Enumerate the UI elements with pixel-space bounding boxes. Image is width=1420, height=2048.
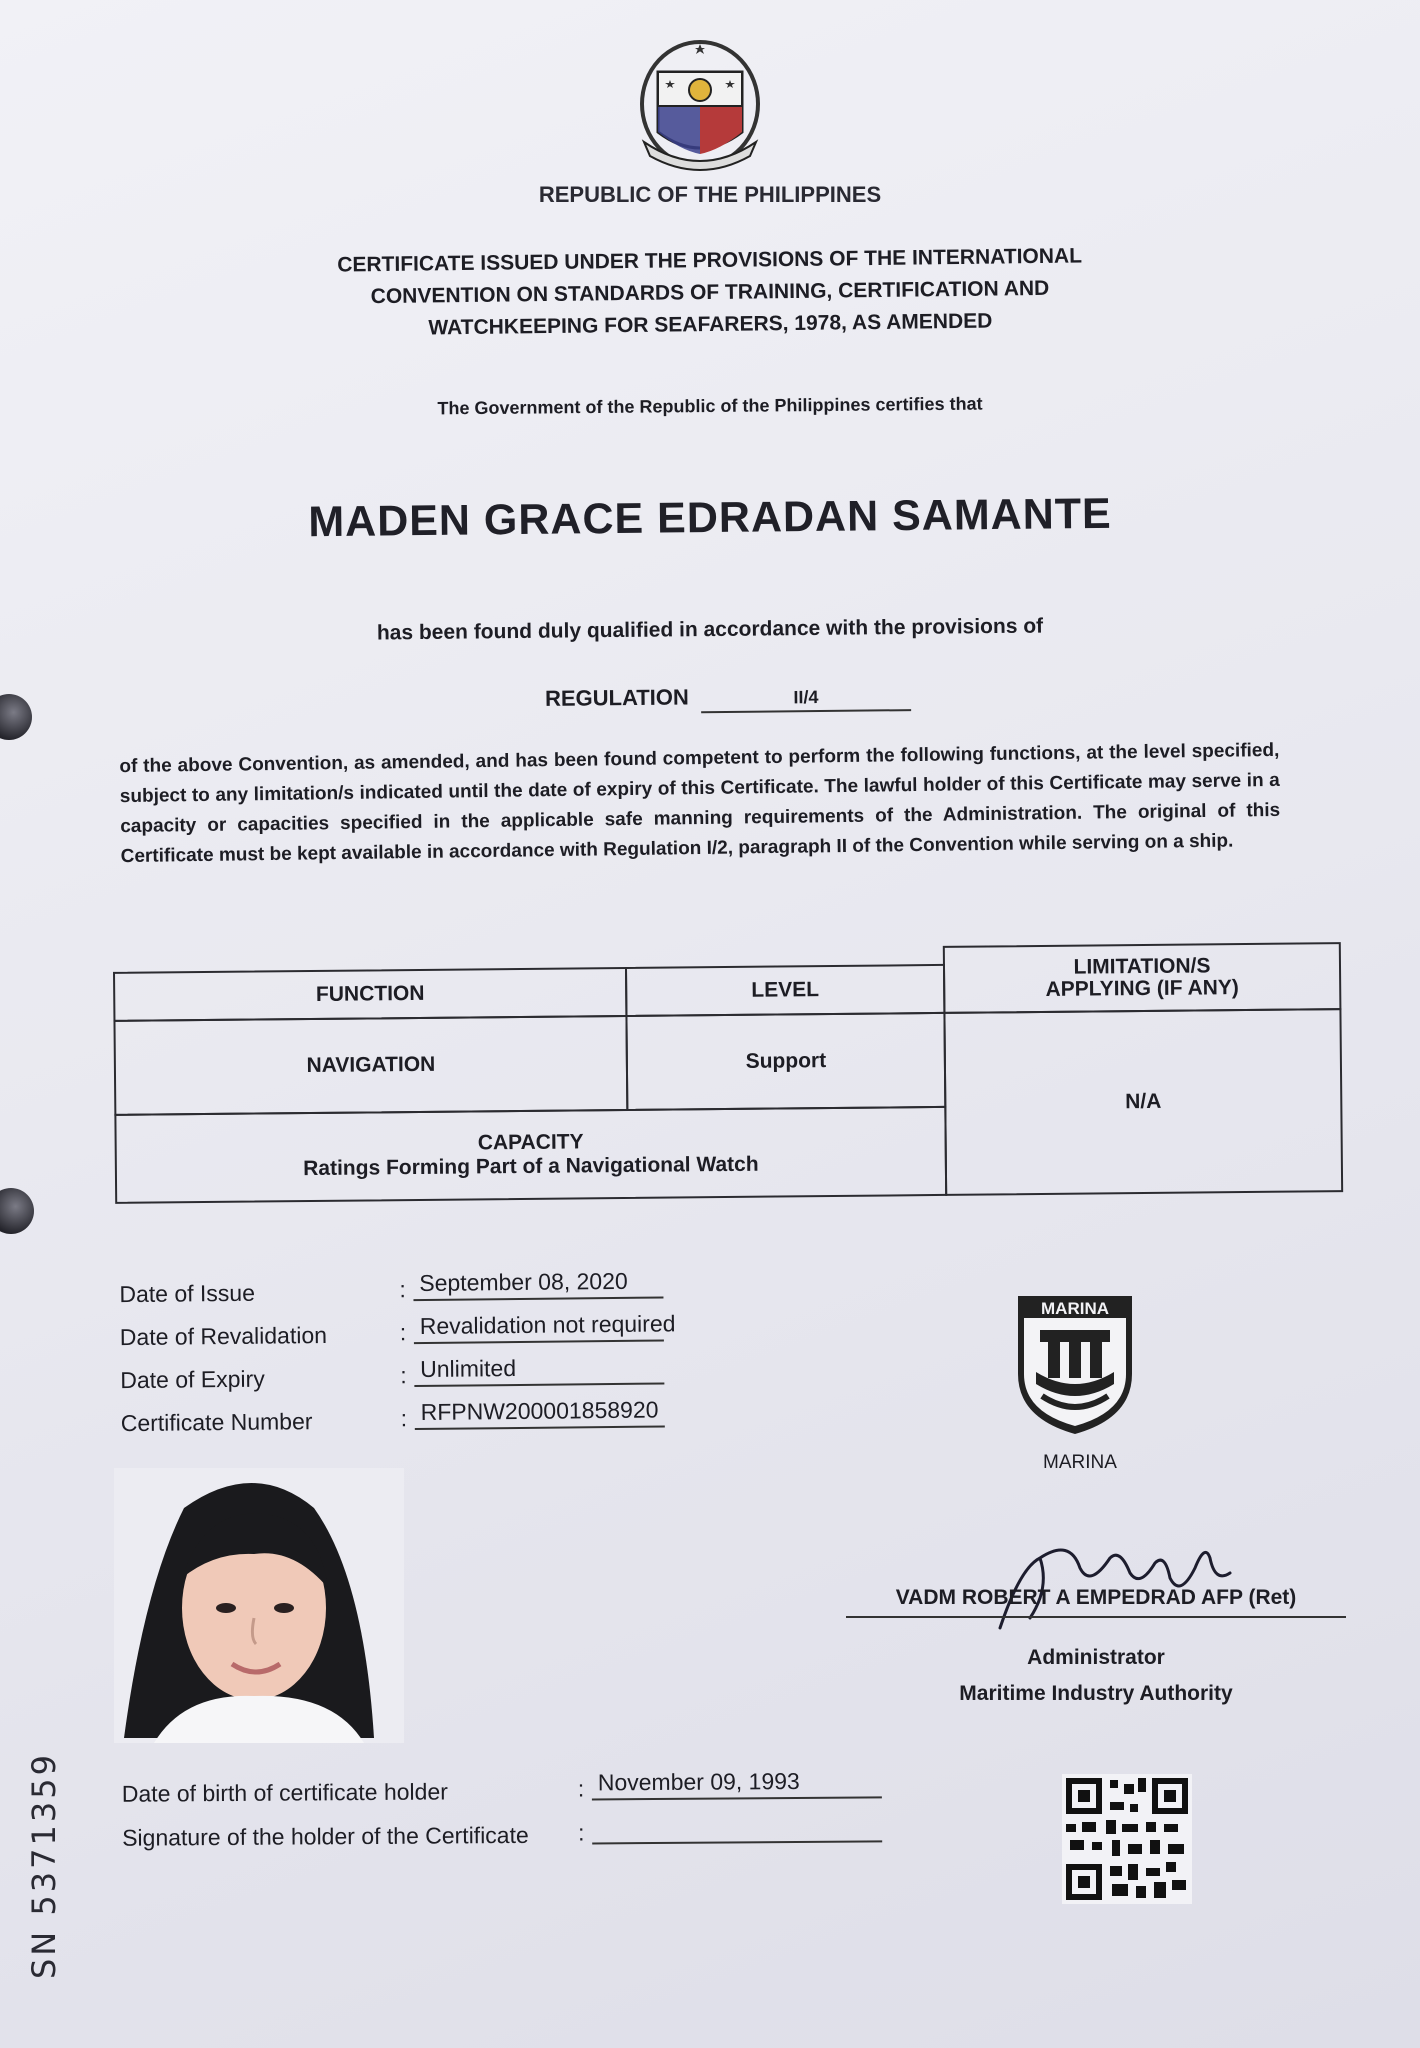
birth-value: November 09, 1993: [592, 1767, 882, 1800]
punch-hole: [0, 694, 32, 740]
colon: :: [577, 1775, 585, 1802]
limitation-header: [943, 942, 1342, 1014]
date-value: September 08, 2020: [413, 1267, 663, 1301]
philippine-seal-icon: [620, 32, 780, 182]
limitation-value: N/A: [943, 1008, 1343, 1196]
level-value: Support: [625, 1012, 946, 1111]
administrator-organization: Maritime Industry Authority: [959, 1682, 1233, 1705]
certificate-number-value: RFPNW200001858920: [415, 1396, 665, 1430]
date-value: Revalidation not required: [414, 1310, 664, 1344]
certifies-text: The Government of the Republic of the Philippines certifies that: [437, 393, 983, 419]
certificate-number-row: [120, 1390, 720, 1439]
holder-signature-line: [592, 1811, 882, 1844]
holder-details: [122, 1767, 903, 1860]
convention-line: WATCHKEEPING FOR SEAFARERS, 1978, AS AMENDED: [428, 309, 993, 340]
colon: :: [399, 1319, 407, 1346]
serial-number: SN 5371359: [25, 1752, 63, 1979]
date-label: Date of Issue: [119, 1279, 256, 1308]
birth-row: [122, 1767, 902, 1816]
regulation-value: II/4: [701, 686, 911, 713]
certificate-dates: [119, 1261, 721, 1439]
colon: :: [399, 1276, 406, 1303]
date-expiry-row: [120, 1347, 720, 1396]
competence-paragraph: of the above Convention, as amended, and has been found competent to perform the following functions, at the level specified, subject to any limitation/s indicated until the date of expiry of this Certificate. The lawful holder of this Certificate may serve in a capacity or capacities specified in the applicable safe manning requirements of the Administration. The original of this Certificate must be kept available in accordance with Regulation I/2, paragraph II of the Convention while serving on a ship.: [119, 739, 1281, 868]
date-issue-row: [119, 1261, 719, 1310]
colon: :: [578, 1819, 585, 1846]
holder-photo: [114, 1468, 404, 1743]
convention-line: CERTIFICATE ISSUED UNDER THE PROVISIONS OF THE INTERNATIONAL: [337, 244, 1083, 277]
limitation-header-line: LIMITATION/S: [1073, 954, 1211, 979]
birth-label: Date of birth of certificate holder: [121, 1778, 448, 1807]
date-label: Date of Expiry: [120, 1365, 265, 1394]
country-heading: REPUBLIC OF THE PHILIPPINES: [538, 182, 882, 207]
signature-label: Signature of the holder of the Certificate: [122, 1821, 529, 1851]
function-header: FUNCTION: [113, 967, 627, 1022]
convention-line: CONVENTION ON STANDARDS OF TRAINING, CERTIFICATION AND: [370, 276, 1050, 309]
marina-caption: MARINA: [1043, 1452, 1117, 1473]
capacity-cell: [114, 1106, 947, 1204]
marina-logo-icon: [1014, 1292, 1136, 1438]
marina-logo-text: MARINA: [1041, 1299, 1109, 1318]
regulation-label: REGULATION: [544, 684, 689, 711]
qualification-statement: has been found duly qualified in accordance with the provisions of: [376, 614, 1044, 645]
capacity-value: Ratings Forming Part of a Navigational Watch: [303, 1152, 759, 1181]
administrator-title: Administrator: [1027, 1646, 1165, 1669]
colon: :: [400, 1362, 407, 1389]
colon: :: [400, 1405, 408, 1432]
date-revalidation-row: [120, 1304, 720, 1353]
qr-code-icon: [1062, 1774, 1192, 1904]
function-value: NAVIGATION: [113, 1015, 628, 1116]
holder-signature-row: [122, 1811, 902, 1860]
convention-heading: [239, 239, 1180, 346]
capacity-header: CAPACITY: [477, 1130, 584, 1155]
administrator-signature: [980, 1528, 1240, 1638]
administrator-name: VADM ROBERT A EMPEDRAD AFP (Ret): [846, 1586, 1346, 1618]
date-label: Certificate Number: [120, 1408, 313, 1437]
limitation-header-line: APPLYING (IF ANY): [1045, 976, 1239, 1001]
date-value: Unlimited: [414, 1353, 664, 1387]
function-table: [113, 942, 1343, 1204]
date-label: Date of Revalidation: [119, 1321, 328, 1351]
regulation-field: [545, 682, 911, 715]
punch-hole: [0, 1188, 34, 1234]
holder-name: MADEN GRACE EDRADAN SAMANTE: [308, 489, 1112, 547]
level-header: LEVEL: [625, 964, 945, 1017]
